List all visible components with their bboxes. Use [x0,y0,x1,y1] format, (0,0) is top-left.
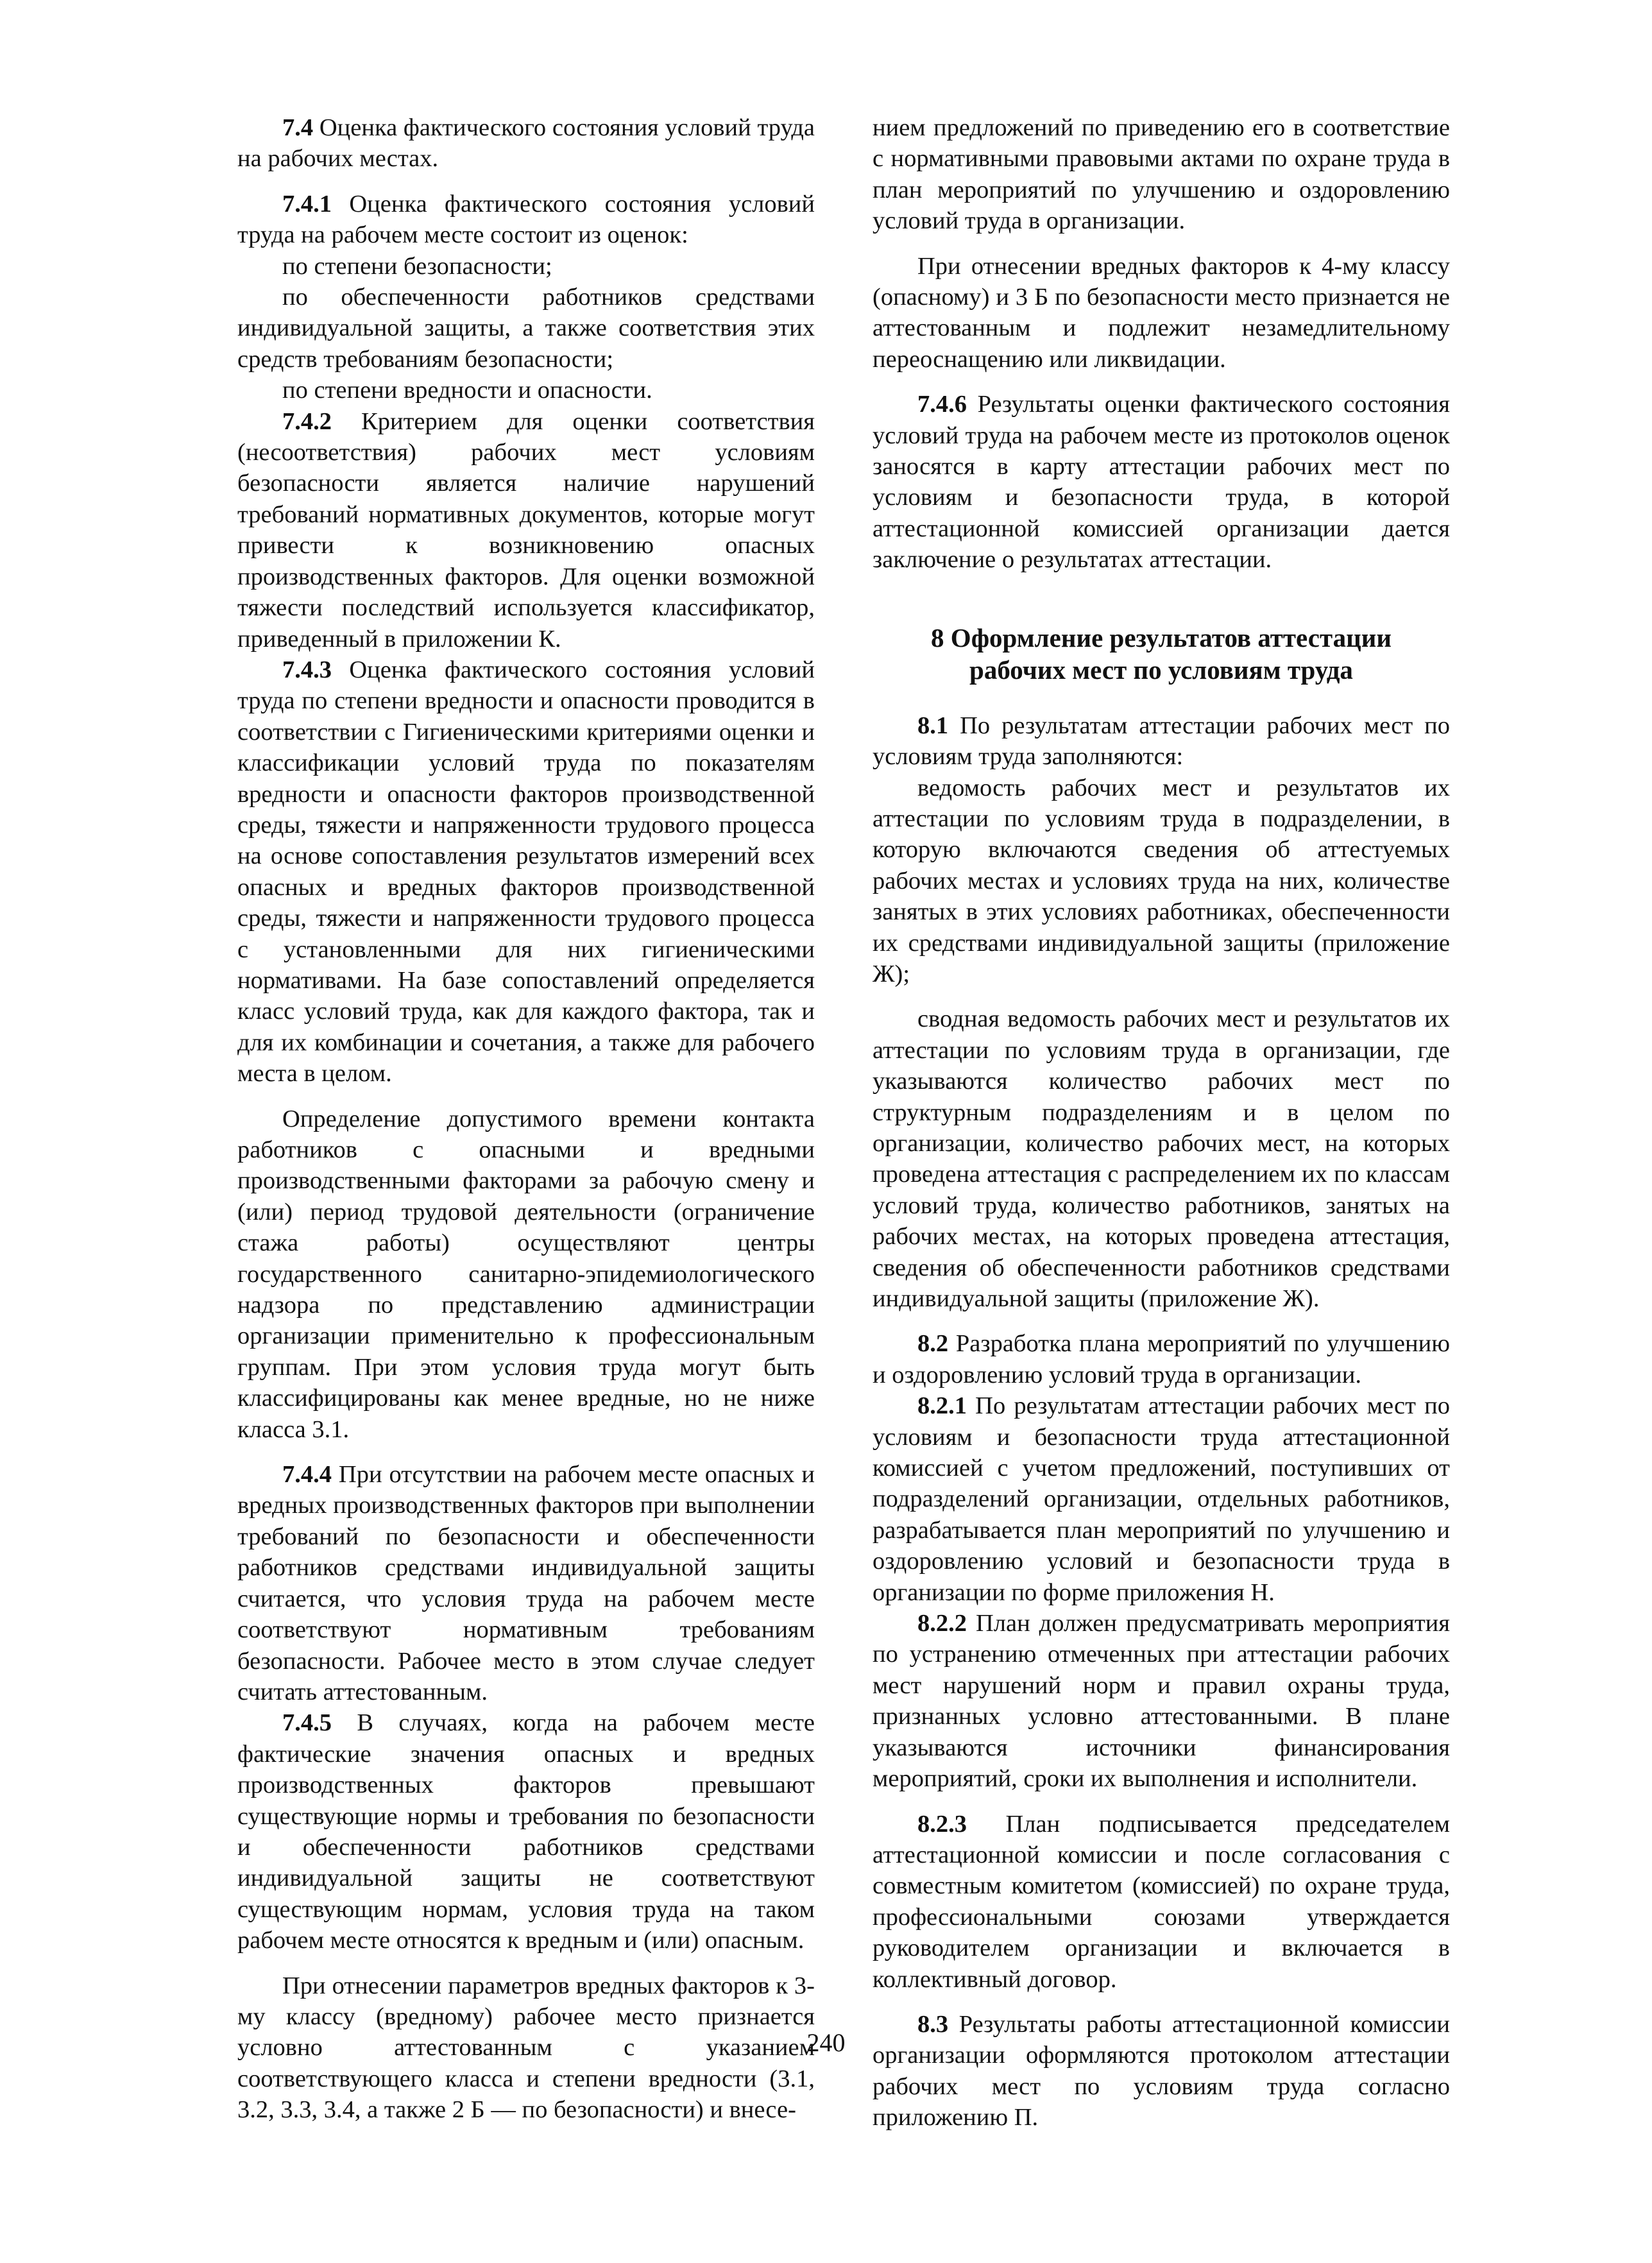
paragraph-text: Оценка фактического состояния условий труда по степени вредности и опасности проводится в соответствии с Гигиеническими критериями оценки и классификации условий труда по показателям вредности и опасности факторов производственной среды, тяжести и напряженности трудового процесса на основе сопоставления результатов измерений всех опасных и вредных факторов производственной среды, тяжести и напряженности трудового процесса с установленными для них гигиеническими нормативами. На базе сопоставлений определяется класс условий труда, как для каждого фактора, так и для их комбинации и сочетания, а также для рабочего места в целом. [237,656,815,1088]
paragraph-7-4-1 [237,189,815,251]
paragraph-7-4-6 [873,389,1450,575]
paragraph-text: Разработка плана мероприятий по улучшению и оздоровлению условий труда в организации. [873,1330,1450,1388]
paragraph-text: По результатам аттестации рабочих мест по условиям труда заполняются: [873,712,1450,771]
paragraph-8-1 [873,710,1450,773]
paragraph-7-4-2 [237,406,815,654]
clause-number: 7.4.2 [282,407,332,435]
paragraph-7-4-5 [237,1707,815,1956]
list-item-safety: по степени безопасности; [282,252,552,280]
paragraph-text: План должен предусматривать мероприятия по устранению отмеченных при аттестации рабочих мест нарушений норм и правил охраны труда, признанных условно аттестованными. В плане указываются источники финансирования мероприятий, сроки их выполнения и исполнители. [873,1610,1450,1793]
paragraph-8-2-2 [873,1608,1450,1794]
clause-number: 8.2 [917,1330,949,1358]
paragraph-text: В случаях, когда на рабочем месте фактические значения опасных и вредных производственных факторов превышают существующие нормы и требования по безопасности и обеспеченности работников средствами индивидуальной защиты не соответствуют существующим нормам, условия труда на таком рабочем месте относятся к вредным и (или) опасным. [237,1709,815,1954]
page-number: 240 [806,2028,846,2057]
paragraph-text: Критерием для оценки соответствия (несоответствия) рабочих мест условиям безопасности является наличие нарушений требований нормативных документов, которые могут привести к возникновению опасных производственных факторов. Для оценки возможной тяжести последствий используется классификатор, приведенный в приложении К. [237,407,815,653]
paragraph-contact-time: Определение допустимого времени контакта работников с опасными и вредными производственными факторами за рабочую смену и (или) период трудовой деятельности (ограничение стажа работы) осуществляют центры государственного санитарно-эпидемиологического надзора по представлению администрации организации применительно к профессиональным группам. При этом условия труда могут быть классифицированы как менее вредные, но не ниже класса 3.1. [237,1105,815,1443]
left-column [237,112,815,2126]
clause-number: 8.2.3 [917,1810,967,1838]
paragraph-class-4: При отнесении вредных факторов к 4-му классу (опасному) и 3 Б по безопасности место признается не аттестованным и подлежит незамедлительному переоснащению или ликвидации. [873,252,1450,373]
clause-number: 7.4.5 [282,1709,332,1737]
clause-number: 8.2.1 [917,1392,967,1420]
paragraph-text: Оценка фактического состояния условий труда на рабочих местах. [237,114,815,173]
clause-number: 7.4 [282,114,314,141]
clause-number: 7.4.4 [282,1461,332,1489]
section-heading-line: 8 Оформление результатов аттестации [931,622,1392,653]
paragraph-7-4 [237,112,815,175]
paragraph-8-2 [873,1328,1450,1390]
clause-number: 8.1 [917,712,949,739]
paragraph-text: Оценка фактического состояния условий труда на рабочем месте состоит из оценок: [237,190,815,249]
paragraph-7-4-4 [237,1459,815,1707]
paragraph-8-2-1 [873,1390,1450,1608]
paragraph-summary-register: сводная ведомость рабочих мест и результатов их аттестации по условиям труда в организации, где указываются количество рабочих мест по структурным подразделениям и в целом по организации, количество рабочих мест, на которых проведена аттестация с распределением их по классам условий труда, количество работников, занятых на рабочих местах, на которых проведена аттестация, сведения об обеспеченности работников средствами индивидуальной защиты (приложение Ж). [873,1005,1450,1312]
paragraph-text: План подписывается председателем аттестационной комиссии и после согласования с совместным комитетом (комиссией) по охране труда, профессиональными союзами утверждается руководителем организации и включается в коллективный договор. [873,1810,1450,1993]
paragraph-subdivision-register: ведомость рабочих мест и результатов их аттестации по условиям труда в подразделении, в которую включаются сведения об аттестуемых рабочих местах и условиях труда на них, количестве занятых в этих условиях работниках, обеспеченности их средствами индивидуальной защиты (приложение Ж); [873,774,1450,987]
clause-number: 7.4.6 [917,391,967,418]
paragraph-8-2-3 [873,1809,1450,1995]
list-item-harmfulness: по степени вредности и опасности. [282,377,652,404]
paragraph-text: По результатам аттестации рабочих мест по условиям и безопасности труда аттестационной комиссией с учетом предложений, поступивших от подразделений организации, отдельных работников, разрабатывается план мероприятий по улучшению и оздоровлению условий и безопасности труда в организации по форме приложения Н. [873,1392,1450,1606]
clause-number: 8.2.2 [917,1610,967,1637]
paragraph-continuation: нием предложений по приведению его в соответствие с нормативными правовыми актами по охране труда в план мероприятий по улучшению и оздоровлению условий труда в организации. [873,114,1450,235]
list-item-ppe: по обеспеченности работников средствами индивидуальной защиты, а также соответствия этих средств требованиям безопасности; [237,284,815,373]
clause-number: 7.4.1 [282,190,332,218]
paragraph-class-3: При отнесении параметров вредных факторов к 3-му классу (вредному) рабочее место признается условно аттестованным с указанием соответствующего класса и степени вредности (3.1, 3.2, 3.3, 3.4, а также 2 Б — по безопасности) и внесе- [237,1972,815,2124]
section-heading-line: рабочих мест по условиям труда [969,654,1353,685]
section-8-heading [873,622,1450,686]
paragraph-text: Результаты оценки фактического состояния условий труда на рабочем месте из протоколов оценок заносятся в карту аттестации рабочих мест по условиям и безопасности труда, в которой аттестационной комиссией организации дается заключение о результатах аттестации. [873,391,1450,574]
clause-number: 7.4.3 [282,656,332,683]
paragraph-7-4-3 [237,654,815,1089]
paragraph-text: При отсутствии на рабочем месте опасных и вредных производственных факторов при выполнении требований по безопасности и обеспеченности работников средствами индивидуальной защиты считается, что условия труда на рабочем месте соответствуют нормативным требованиям безопасности. Рабочее место в этом случае следует считать аттестованным. [237,1461,815,1705]
paragraph-text: Результаты работы аттестационной комиссии организации оформляются протоколом аттестации рабочих мест по условиям труда согласно приложению П. [873,2010,1450,2131]
right-column [873,112,1450,2133]
clause-number: 8.3 [917,2010,949,2038]
